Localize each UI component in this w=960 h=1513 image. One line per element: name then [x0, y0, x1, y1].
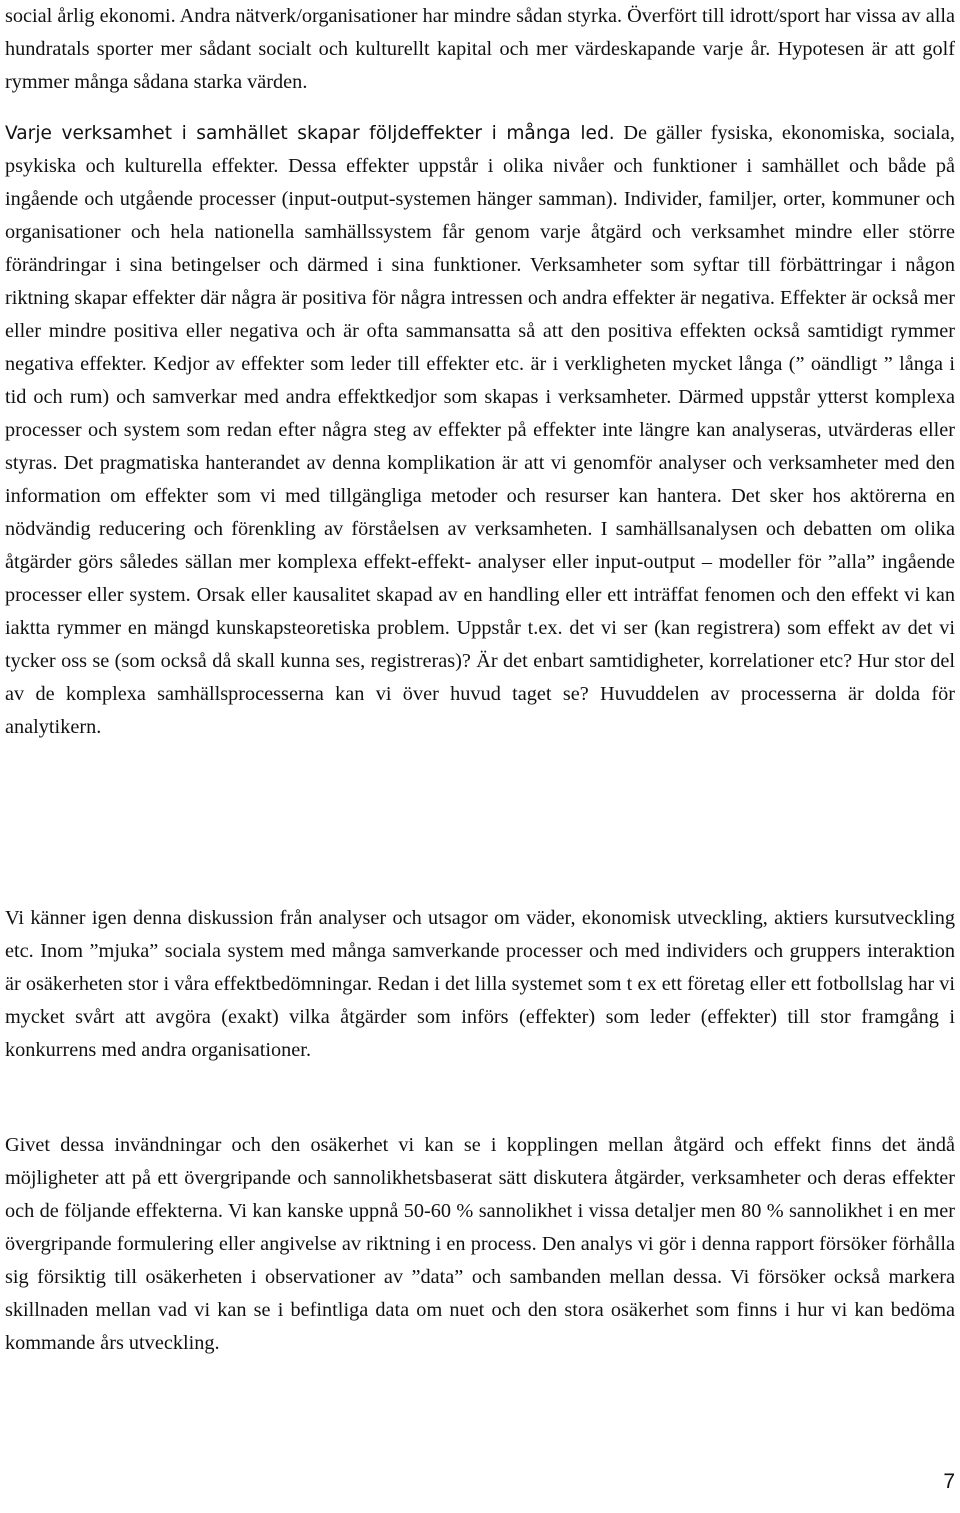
paragraph-2-text: De gäller fysiska, ekonomiska, sociala, psykiska och kulturella effekter. Dessa effekter uppstår i olika nivåer och funktioner i samhället och både på ingående och utgående processer (input-output-systemen hänger samman). Individer, familjer, orter, kommuner och organisationer och hela nationella samhällssystem får genom varje åtgärd och verksamhet mindre eller större förändringar i sina betingelser och därmed i sina funktioner. Verksamheter som syftar till förbättringar i någon riktning skapar effekter där några är positiva för några intressen och andra effekter är negativa. Effekter är också mer eller mindre positiva eller negativa och är ofta sammansatta så att den positiva effekten också samtidigt rymmer negativa effekter. Kedjor av effekter som leder till effekter etc. är i verkligheten mycket långa (” oändligt ” långa i tid och rum) och samverkar med andra effektkedjor som skapas i verksamheter. Därmed uppstår ytterst komplexa processer och system som redan efter några steg av effekter på effekter inte längre kan analyseras, utvärderas eller styras. Det pragmatiska hanterandet av denna komplikation är att vi genomför analyser och verksamheter med den information om effekter som vi med tillgängliga metoder och resurser kan hantera. Det sker hos aktörerna en nödvändig reducering och förenkling av förståelsen av verksamheten. I samhällsanalysen och debatten om olika åtgärder görs således sällan mer komplexa effekt-effekt- analyser eller input-output – modeller för ”alla” ingående processer eller system. Orsak eller kausalitet skapad av en handling eller ett inträffat fenomen och den effekt vi kan iaktta rymmer en mängd kunskapsteoretiska problem. Uppstår t.ex. det vi ser (kan registrera) som effekt av det vi tycker oss se (som också då skall kunna ses, registreras)? Är det enbart samtidigheter, korrelationer etc? Hur stor del av de komplexa samhällsprocesserna kan vi över huvud taget se? Huvuddelen av processerna är dolda för analytikern.: [5, 122, 955, 738]
page-number: 7: [943, 1470, 955, 1493]
paragraph-2: [5, 117, 955, 744]
paragraph-2-lead: Varje verksamhet i samhället skapar följdeffekter i många led.: [5, 123, 615, 144]
paragraph-1-text: social årlig ekonomi. Andra nätverk/organisationer har mindre sådan styrka. Överfört till idrott/sport har vissa av alla hundratals sporter mer sådant socialt och kulturellt kapital och mer värdeskapande varje år. Hypotesen är att golf rymmer många sådana starka värden.: [5, 5, 955, 93]
paragraph-1: [5, 0, 955, 99]
paragraph-3-text: Vi känner igen denna diskussion från analyser och utsagor om väder, ekonomisk utveckling, aktiers kursutveckling etc. Inom ”mjuka” sociala system med många samverkande processer och med individers och gruppers interaktion är osäkerheten stor i våra effektbedömningar. Redan i det lilla systemet som t ex ett företag eller ett fotbollslag har vi mycket svårt att avgöra (exakt) vilka åtgärder som införs (effekter) som leder (effekter) till stor framgång i konkurrens med andra organisationer.: [5, 907, 955, 1061]
paragraph-4-text: Givet dessa invändningar och den osäkerhet vi kan se i kopplingen mellan åtgärd och effekt finns det ändå möjligheter att på ett övergripande och sannolikhetsbaserat sätt diskutera åtgärder, verksamheter och deras effekter och de följande effekterna. Vi kan kanske uppnå 50-60 % sannolikhet i vissa detaljer men 80 % sannolikhet i en mer övergripande formulering eller angivelse av riktning i en process. Den analys vi gör i denna rapport försöker förhålla sig försiktig till osäkerheten i observationer av ”data” och sambanden mellan dessa. Vi försöker också markera skillnaden mellan vad vi kan se i befintliga data om nuet och den stora osäkerhet som finns i hur vi kan bedöma kommande års utveckling.: [5, 1134, 955, 1354]
paragraph-4: [5, 1129, 955, 1360]
paragraph-3: [5, 902, 955, 1067]
